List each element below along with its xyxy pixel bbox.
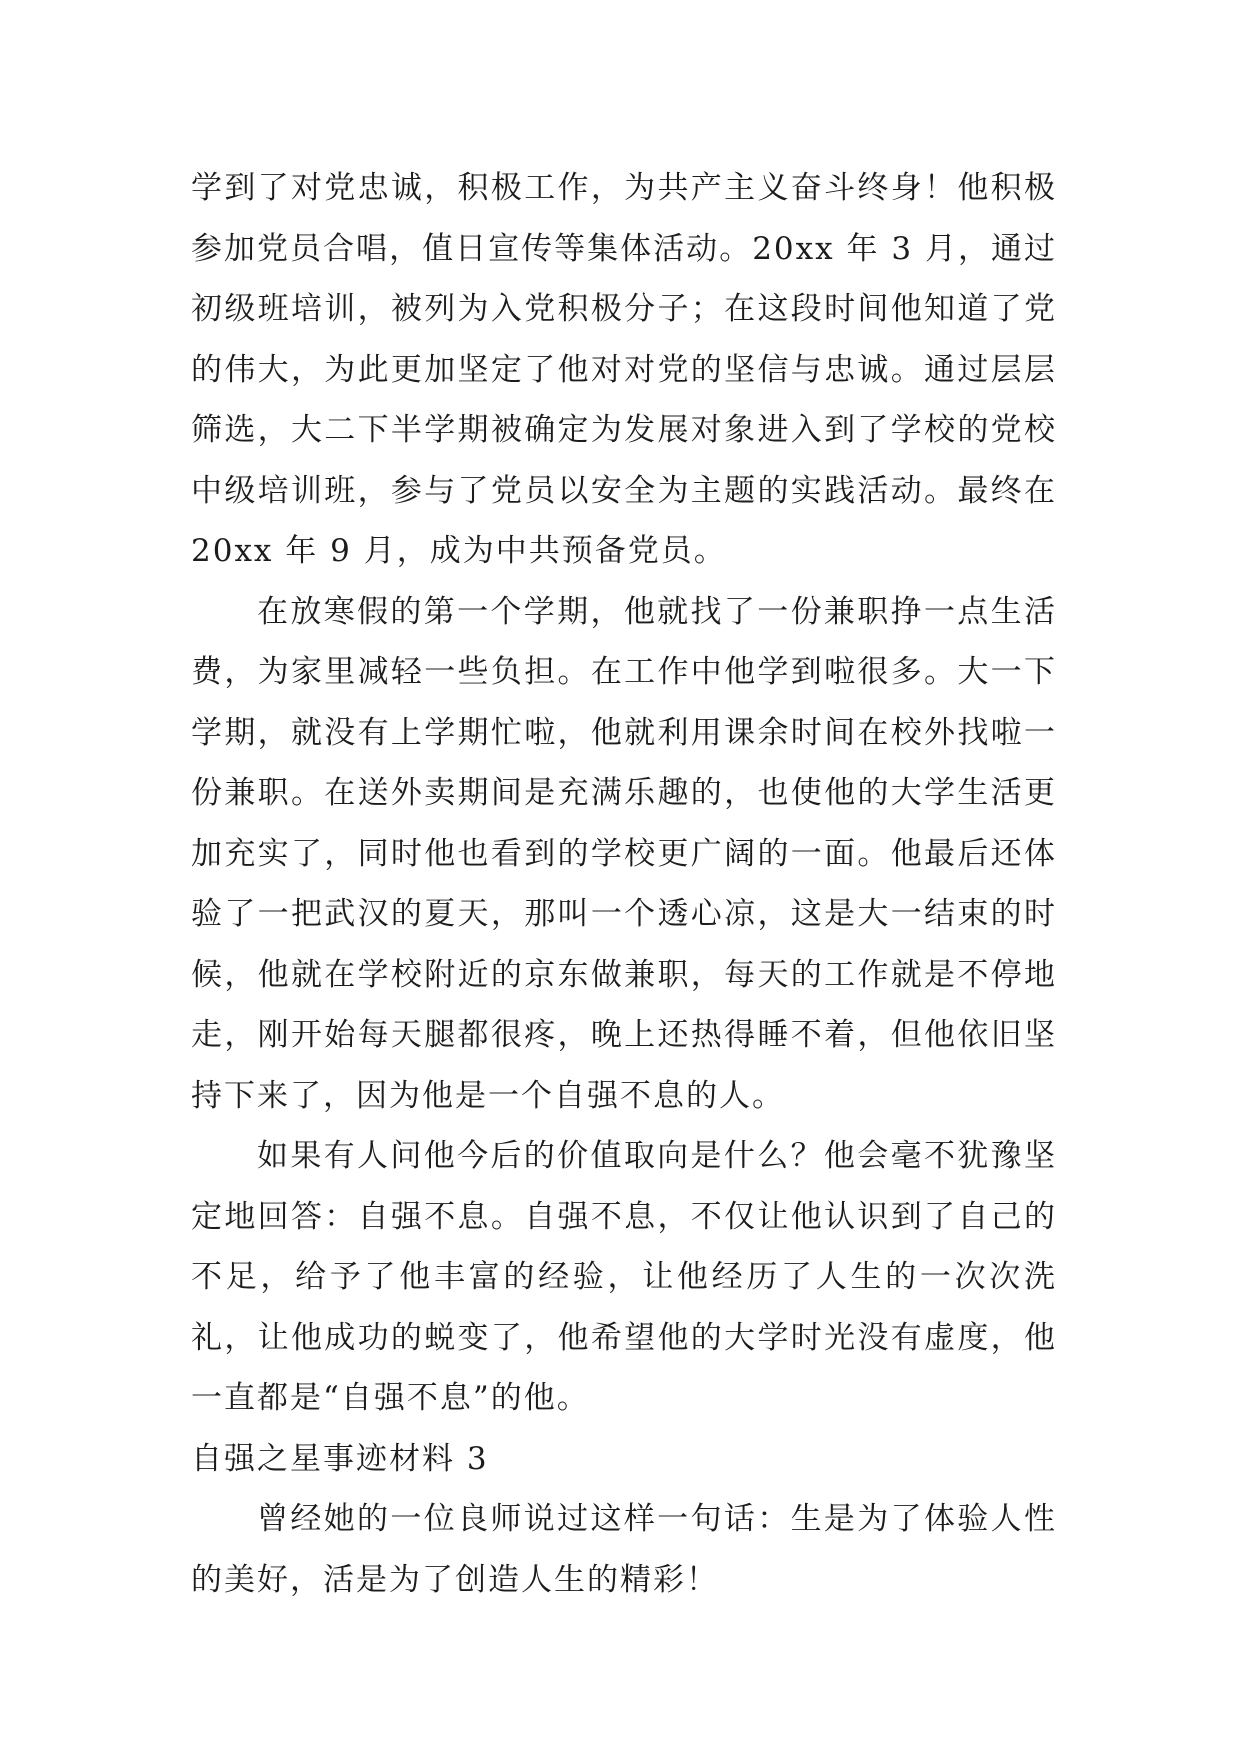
body-paragraph-1: 学到了对党忠诚，积极工作，为共产主义奋斗终身！他积极参加党员合唱，值日宣传等集体活动。20xx 年 3 月，通过初级班培训，被列为入党积极分子；在这段时间他知道了党的伟大，为此更加坚定了他对对党的坚信与忠诚。通过层层筛选，大二下半学期被确定为发展对象进入到了学校的党校中级培训班，参与了党员以安全为主题的实践活动。最终在20xx 年 9 月，成为中共预备党员。 bbox=[191, 170, 1057, 569]
body-paragraph-3: 如果有人问他今后的价值取向是什么？他会毫不犹豫坚定地回答：自强不息。自强不息，不仅让他认识到了自己的不足，给予了他丰富的经验，让他经历了人生的一次次洗礼，让他成功的蜕变了，他希望他的大学时光没有虚度，他一直都是“自强不息”的他。 bbox=[191, 1138, 1057, 1416]
section-heading: 自强之星事迹材料 3 bbox=[191, 1440, 489, 1477]
body-paragraph-2: 在放寒假的第一个学期，他就找了一份兼职挣一点生活费，为家里减轻一些负担。在工作中他学到啦很多。大一下学期，就没有上学期忙啦，他就利用课余时间在校外找啦一份兼职。在送外卖期间是充满乐趣的，也使他的大学生活更加充实了，同时他也看到的学校更广阔的一面。他最后还体验了一把武汉的夏天，那叫一个透心凉，这是大一结束的时候，他就在学校附近的京东做兼职，每天的工作就是不停地走，刚开始每天腿都很疼，晚上还热得睡不着，但他依旧坚持下来了，因为他是一个自强不息的人。 bbox=[191, 593, 1057, 1114]
document-body bbox=[191, 158, 1057, 1610]
body-paragraph-4: 曾经她的一位良师说过这样一句话：生是为了体验人性的美好，活是为了创造人生的精彩！ bbox=[191, 1501, 1057, 1598]
